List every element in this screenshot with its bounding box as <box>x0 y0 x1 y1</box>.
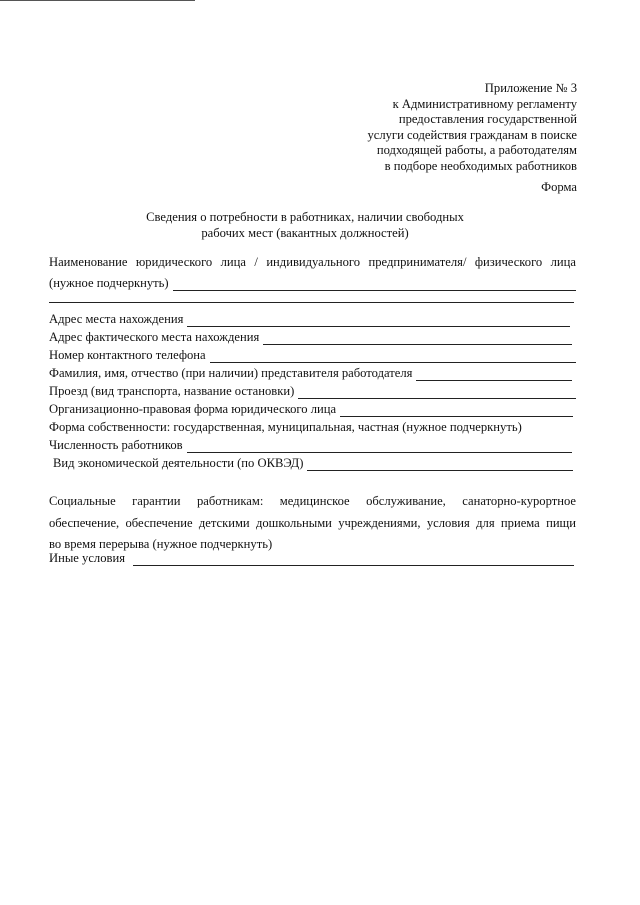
social-line-2: обеспечение, обеспечение детскими дошкольными учреждениями, условия для приема пищи <box>49 515 576 530</box>
org-name-label: Наименование юридического лица / индивидуального предпринимателя/ физического лица <box>49 255 576 269</box>
org-name-input-line[interactable] <box>173 279 576 291</box>
legal-form-label: Организационно-правовая форма юридического лица <box>49 402 337 416</box>
address-label: Адрес места нахождения <box>49 312 184 326</box>
okved-label: Вид экономической деятельности (по ОКВЭД) <box>53 456 304 470</box>
transport-field[interactable] <box>49 384 576 399</box>
legal-form-field[interactable] <box>49 402 573 417</box>
representative-label: Фамилия, имя, отчество (при наличии) представителя работодателя <box>49 366 413 380</box>
actual-address-field[interactable] <box>49 330 572 345</box>
phone-input-line[interactable] <box>210 351 576 363</box>
appendix-line: предоставления государственной <box>398 112 577 127</box>
headcount-field[interactable] <box>49 438 572 453</box>
social-guarantees <box>49 491 576 556</box>
appendix-line: услуги содействия гражданам в поиске <box>367 127 577 142</box>
document-title <box>140 210 470 241</box>
actual-address-label: Адрес фактического места нахождения <box>49 330 260 344</box>
appendix-header <box>367 81 577 175</box>
form-label: Форма <box>541 180 577 194</box>
social-line-3: во время перерыва (нужное подчеркнуть) <box>49 537 273 551</box>
transport-input-line[interactable] <box>298 387 576 399</box>
other-conditions-label: Иные условия <box>49 551 125 565</box>
address-input-line[interactable] <box>187 315 570 327</box>
social-line-1: Социальные гарантии работникам: медицинское обслуживание, санаторно-курортное <box>49 494 576 508</box>
appendix-line: подходящей работы, а работодателям <box>376 143 577 158</box>
phone-field[interactable] <box>49 348 576 363</box>
actual-address-input-line[interactable] <box>263 333 572 345</box>
okved-field[interactable] <box>53 456 573 471</box>
org-name-extra-line[interactable] <box>49 302 574 303</box>
headcount-input-line[interactable] <box>187 441 572 453</box>
representative-input-line[interactable] <box>416 369 572 381</box>
org-name-label-cont: (нужное подчеркнуть) <box>49 276 169 290</box>
scan-edge-mark <box>0 0 195 1</box>
ownership-label: Форма собственности: государственная, муниципальная, частная (нужное подчеркнуть) <box>49 420 522 434</box>
org-name-field[interactable] <box>49 276 576 291</box>
address-field[interactable] <box>49 312 570 327</box>
transport-label: Проезд (вид транспорта, название остановки) <box>49 384 295 398</box>
appendix-line: Приложение № 3 <box>484 81 577 95</box>
title-line-2: рабочих мест (вакантных должностей) <box>201 225 409 240</box>
representative-field[interactable] <box>49 366 572 381</box>
okved-input-line[interactable] <box>307 459 573 471</box>
appendix-line: в подборе необходимых работников <box>384 158 577 173</box>
other-conditions-field[interactable] <box>49 551 574 566</box>
other-conditions-input-line[interactable] <box>133 554 574 566</box>
headcount-label: Численность работников <box>49 438 183 452</box>
legal-form-input-line[interactable] <box>340 405 573 417</box>
title-line-1: Сведения о потребности в работниках, наличии свободных <box>146 210 464 224</box>
appendix-line: к Административному регламенту <box>392 96 577 111</box>
phone-label: Номер контактного телефона <box>49 348 206 362</box>
